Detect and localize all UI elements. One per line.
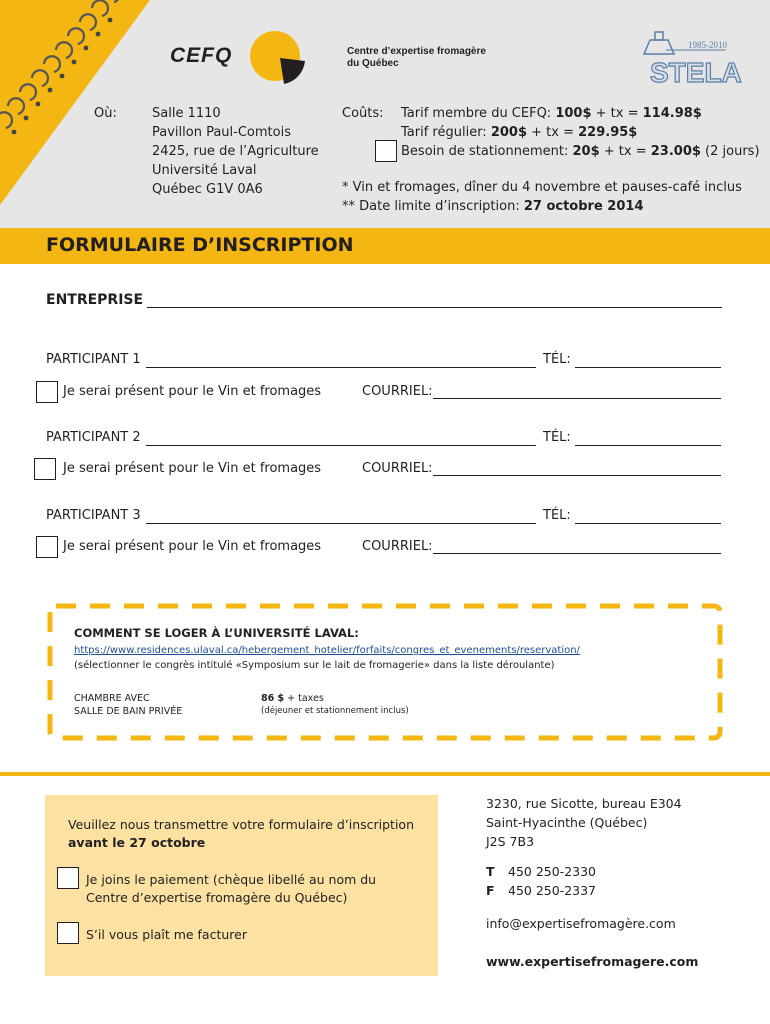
participant-1-wine-label: Je serai présent pour le Vin et fromages — [63, 384, 322, 399]
cefq-logo: CEFQ — [170, 44, 233, 67]
participant-1-email-line[interactable] — [433, 398, 721, 399]
contact-website[interactable]: www.expertisefromagere.com — [486, 954, 699, 969]
participant-3-wine-checkbox[interactable] — [36, 536, 58, 558]
participant-2-label: PARTICIPANT 2 — [46, 430, 141, 445]
invoice-me-checkbox[interactable] — [57, 922, 79, 944]
contact-address: 3230, rue Sicotte, bureau E304 Saint-Hyacinthe (Québec) J2S 7B3 — [486, 796, 682, 849]
company-label: ENTREPRISE — [46, 292, 144, 308]
participant-2-email-line[interactable] — [433, 475, 721, 476]
participant-3-label: PARTICIPANT 3 — [46, 508, 141, 523]
invoice-me-label: S’il vous plaît me facturer — [86, 927, 247, 942]
participant-2-tel-label: TÉL: — [543, 430, 571, 445]
participant-2-name-line[interactable] — [146, 445, 536, 446]
participant-3-tel-label: TÉL: — [543, 508, 571, 523]
parking-checkbox[interactable] — [375, 140, 397, 162]
lodging-url-link[interactable]: https://www.residences.ulaval.ca/hebergement_hotelier/forfaits/congres_et_evenements/reservation/ — [74, 645, 580, 656]
participant-3-email-line[interactable] — [433, 553, 721, 554]
participant-2-tel-line[interactable] — [575, 445, 721, 446]
participant-3-wine-label: Je serai présent pour le Vin et fromages — [63, 539, 322, 554]
participant-1-tel-label: TÉL: — [543, 352, 571, 367]
yellow-divider — [0, 772, 770, 776]
submission-instructions: Veuillez nous transmettre votre formulaire d’inscription avant le 27 octobre — [68, 817, 415, 850]
participant-1-email-label: COURRIEL: — [362, 384, 433, 399]
company-input-line[interactable] — [147, 307, 722, 308]
participant-3-tel-line[interactable] — [575, 523, 721, 524]
participant-3-name-line[interactable] — [146, 523, 536, 524]
stela-logo-icon — [636, 28, 742, 90]
participant-3-email-label: COURRIEL: — [362, 539, 433, 554]
cefq-pie-logo-icon — [248, 28, 306, 84]
contact-phones: T 450 250-2330 F 450 250-2337 — [486, 864, 597, 898]
participant-2-wine-checkbox[interactable] — [34, 458, 56, 480]
location-block: Salle 1110 Pavillon Paul-Comtois 2425, rue de l’Agriculture Université Laval Québec G1V 0A6 — [152, 106, 319, 197]
stela-wordmark: STELA — [650, 57, 742, 88]
costs-block — [401, 104, 760, 161]
member-rate: Tarif membre du CEFQ: 100$ + tx = 114.98$ — [401, 106, 702, 121]
payment-enclosed-checkbox[interactable] — [57, 867, 79, 889]
centre-name: Centre d’expertise fromagère du Québec — [347, 46, 486, 69]
costs-notes: * Vin et fromages, dîner du 4 novembre et pauses-café inclus ** Date limite d’inscription: 27 octobre 2014 — [342, 180, 742, 214]
participant-2-email-label: COURRIEL: — [362, 461, 433, 476]
header-banner — [0, 0, 770, 228]
participant-2-wine-label: Je serai présent pour le Vin et fromages — [63, 461, 322, 476]
lodging-note: (sélectionner le congrès intitulé «Symposium sur le lait de fromagerie» dans la liste déroulante) — [74, 660, 555, 671]
participant-1-label: PARTICIPANT 1 — [46, 352, 141, 367]
lodging-dashed-frame — [48, 604, 722, 740]
parking-rate: Besoin de stationnement: 20$ + tx = 23.00$ (2 jours) — [401, 144, 760, 159]
lodging-title: COMMENT SE LOGER À L’UNIVERSITÉ LAVAL: — [74, 626, 359, 640]
room-type: CHAMBRE AVEC SALLE DE BAIN PRIVÉE — [74, 693, 183, 717]
regular-rate: Tarif régulier: 200$ + tx = 229.95$ — [401, 125, 638, 140]
stela-years: 1985-2010 — [688, 40, 727, 50]
costs-label: Coûts: — [342, 106, 384, 121]
location-label: Où: — [94, 106, 117, 121]
participant-1-name-line[interactable] — [146, 367, 536, 368]
payment-enclosed-label: Je joins le paiement (chèque libellé au nom du Centre d’expertise fromagère du Québec) — [86, 872, 377, 905]
room-price: 86 $ + taxes (déjeuner et stationnement inclus) — [261, 693, 409, 716]
contact-email[interactable]: info@expertisefromagère.com — [486, 916, 676, 931]
participant-1-wine-checkbox[interactable] — [36, 381, 58, 403]
participant-1-tel-line[interactable] — [575, 367, 721, 368]
form-title: FORMULAIRE D’INSCRIPTION — [46, 234, 354, 256]
